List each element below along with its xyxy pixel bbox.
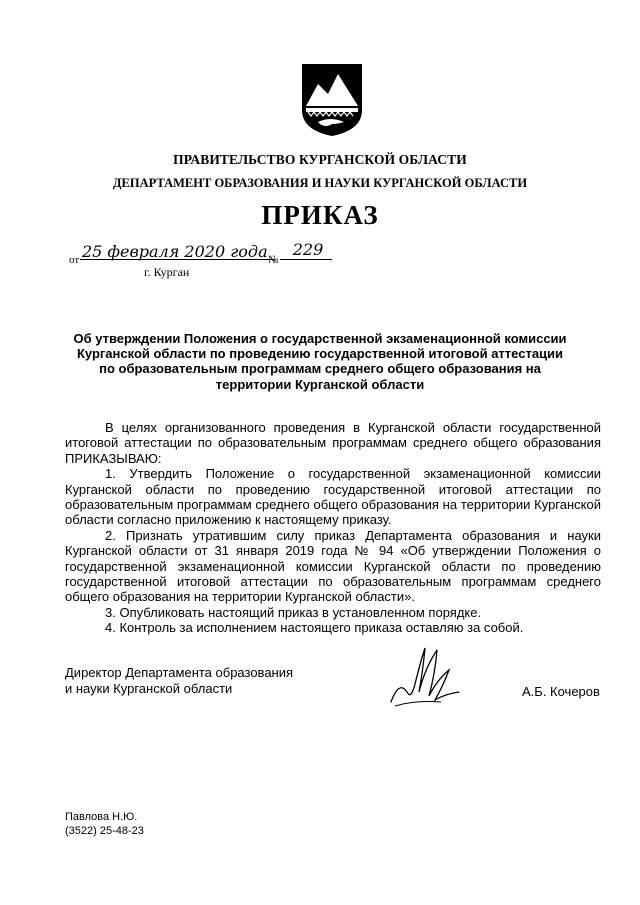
signer-position-line1: Директор Департамента образования <box>65 665 294 680</box>
city-label: г. Курган <box>144 265 190 279</box>
number-underline <box>280 259 332 260</box>
handwritten-date: 25 февраля 2020 года <box>82 242 268 261</box>
handwritten-number: 229 <box>292 240 324 259</box>
order-item-3: 3. Опубликовать настоящий приказ в установленном порядке. <box>105 604 482 620</box>
order-item-4: 4. Контроль за исполнением настоящего приказа оставляю за собой. <box>105 620 524 636</box>
date-prefix: от <box>69 254 80 266</box>
order-item-1: 1. Утвердить Положение о государственной экзаменационной комиссии Курганской области по проведению государственной итоговой аттестации по образовательным программам среднего общего образования на территории Курганской области согласно приложению к настоящему приказу. <box>65 466 601 528</box>
government-title: ПРАВИТЕЛЬСТВО КУРГАНСКОЙ ОБЛАСТИ <box>173 152 467 167</box>
handwritten-signature <box>385 640 465 712</box>
order-body <box>65 420 601 636</box>
signer-position <box>65 665 325 696</box>
department-title: ДЕПАРТАМЕНТ ОБРАЗОВАНИЯ И НАУКИ КУРГАНСКОЙ ОБЛАСТИ <box>112 176 528 190</box>
signer-name: А.Б. Кочеров <box>522 684 600 699</box>
order-item-2: 2. Признать утратившим силу приказ Департамента образования и науки Курганской области от 31 января 2019 года № 94 «Об утверждении Положения о государственной экзаменационной комиссии Курганской области по проведению государственной итоговой аттестации по образовательным программам среднего общего образования на территории Курганской области». <box>65 527 601 605</box>
signer-position-line2: и науки Курганской области <box>65 680 233 696</box>
number-prefix: № <box>268 254 279 266</box>
executor-name: Павлова Н.Ю. <box>65 811 138 823</box>
preamble-paragraph: В целях организованного проведения в Курганской области государственной итоговой аттестации по образовательным программам среднего общего образования ПРИКАЗЫВАЮ: <box>65 420 601 466</box>
executor-phone: (3522) 25-48-23 <box>65 825 144 837</box>
executor-contact <box>65 810 144 838</box>
order-subject: Об утверждении Положения о государственной экзаменационной комиссии Курганской области по проведению государственной итоговой аттестации по образовательным программам среднего общего образования на территории Курганской области <box>73 331 567 392</box>
coat-of-arms-emblem <box>300 62 364 138</box>
document-type-title: ПРИКАЗ <box>261 200 379 230</box>
date-underline <box>80 259 275 260</box>
